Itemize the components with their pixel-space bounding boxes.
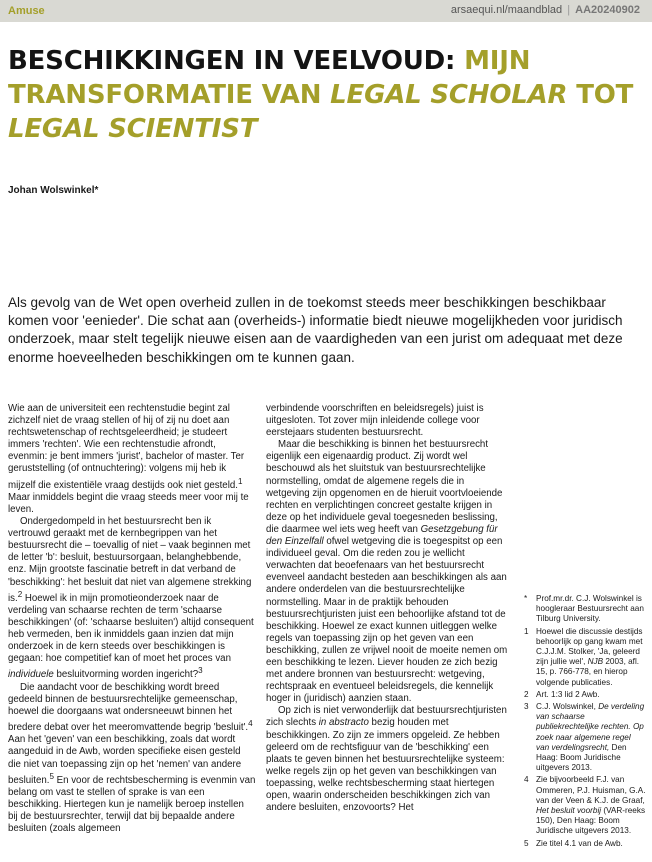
footnote-text-emphasis: NJB xyxy=(587,657,604,667)
footnote-ref-4: 4 xyxy=(248,719,253,729)
paragraph-3 xyxy=(8,682,256,836)
footnote xyxy=(524,775,646,836)
paragraph-6 xyxy=(266,705,510,814)
footnote-text-post: Den Haag: Boom Juridische uitgevers 2013. xyxy=(536,742,627,773)
footnote-text-emphasis: Het besluit voorbij xyxy=(536,806,602,816)
footnote xyxy=(524,702,646,773)
footnote xyxy=(524,690,646,700)
footnote xyxy=(524,839,646,849)
section-label: Amuse xyxy=(8,5,45,17)
header-meta xyxy=(451,4,640,16)
footnote-number: 2 xyxy=(524,689,529,699)
header-separator: | xyxy=(567,4,571,16)
header-bar xyxy=(0,0,652,22)
title-part-2-text: MIJN TRANSFORMATIE VAN xyxy=(8,46,531,110)
article-title xyxy=(8,44,638,146)
paragraph-2-text-a: Ondergedompeld in het bestuursrecht ben ik vertrouwd geraakt met de kernbegrippen van het bestuursrecht die – toevallig of niet – vaak beginnen met de letter 'b': besluit, bestuursorgaan, belanghebbende, enz. Mijn grootste fascinatie betreft in dat verband de 'beschikking': het besluit dat niet van algemene strekking is. xyxy=(8,516,252,604)
footnote-number: 1 xyxy=(524,626,529,636)
title-part-3: TOT xyxy=(567,80,634,110)
paragraph-5 xyxy=(266,439,510,705)
footnote xyxy=(524,594,646,625)
paragraph-2-text-b: Hoewel ik in mijn promotieonderzoek naar de verdeling van schaarse rechten de term 'schaarse beschikkingen' (of: 'schaarse besluiten') altijd consequent heb vermeden, ben ik inmiddels gaan inzien dat mijn onderzoek in de kern steeds over beschikkingen is gegaan: hoe competitief kan of moet het proces van xyxy=(8,592,254,665)
paragraph-6-text-b: bezig houden met beschikkingen. Zo zijn ze immers opgeleid. Ze hebben geleerd om de rechtsfiguur van de 'beschikking' een plaats te geven binnen het bestuursrechtelijke systeem: welke regels zijn op het geven van beschikkingen van toepassing, welke rechtsbescherming staat hiertegen open, waarin onderscheiden beschikkingen zich van andere besluiten, enzovoorts? Het xyxy=(266,717,505,814)
paragraph-2-emphasis: individuele xyxy=(8,669,54,681)
paragraph-5-text-b: ofwel wetgeving die is toegespitst op een individueel geval. Om die reden zou je wellicht verwachten dat beoefenaars van het bestuursrecht evenveel aandacht besteden aan beschikkingen als aan andere onderdelen van die bestuursrechtelijke normstelling. Maar in de praktijk behouden bestuursrechtjuristen juist een behoorlijke afstand tot de beschikking. Hoewel ze exact kunnen uitleggen welke regels van toepassing zijn op het geven van een beschikking, zullen ze vrijwel nooit de moeite nemen om een beschikking te lezen. Liever houden ze zich bezig met andere bronnen van bestuursrecht: wetgeving, rechtspraak en eventueel beleidsregels, die kennelijk hoger in (juridisch) aanzien staan. xyxy=(266,536,508,705)
paragraph-6-emphasis: in abstracto xyxy=(318,717,369,729)
footnote-text-pre: Hoewel die discussie destijds behoorlijk op gang kwam met C.J.J.M. Stolker, 'Ja, geleerd zijn jullie wel', xyxy=(536,626,643,667)
footnote-number: * xyxy=(524,594,528,603)
footnote-text: Zie titel 4.1 van de Awb. xyxy=(536,838,623,848)
paragraph-3-text-b: Aan het 'geven' van een beschikking, zoals dat wordt aangeduid in de Awb, worden specifieke eisen gesteld die niet van toepassing zijn op het 'nemen' van andere besluiten. xyxy=(8,734,242,786)
paragraph-5-emphasis: Gesetzgebung für den Einzelfall xyxy=(266,523,498,548)
lead-paragraph: Als gevolg van de Wet open overheid zullen in de toekomst steeds meer beschikkingen beschikbaar komen voor 'eenieder'. Die schat aan (overheids-) informatie biedt nieuwe mogelijkheden voor juridisch onderzoek, maar stelt tegelijk nieuwe eisen aan de vaardigheden van een jurist om adequaat met deze enorme hoeveelheden beschikkingen om te kunnen gaan. xyxy=(8,295,623,365)
footnote xyxy=(524,627,646,688)
footnote-text-pre: C.J. Wolswinkel, xyxy=(536,702,599,712)
footnotes xyxy=(524,594,646,851)
footnote-text xyxy=(536,775,646,836)
footnote-ref-2: 2 xyxy=(17,589,23,599)
footnote-ref-3: 3 xyxy=(198,666,203,676)
footnote-text-emphasis: De verdeling van schaarse publiekrechtelijke rechten. Op zoek naar algemene regel van verdelingsrecht, xyxy=(536,702,645,752)
author: Johan Wolswinkel* xyxy=(8,185,99,196)
paragraph-1-end: Maar inmiddels begint die vraag steeds meer voor mij te leven. xyxy=(8,491,249,515)
footnote-text-post: (VAR-reeks 150), Den Haag: Boom Juridische uitgevers 2013. xyxy=(536,806,646,836)
paragraph-1-text: Wie aan de universiteit een rechtenstudie begint zal zichzelf niet de vraag stellen of hij of zij nu doet aan rechtswetenschap of rechtsgeleerdheid; je studeert immers 'rechten'. Wie een rechtenstudie afrondt, evenmin: je bent immers 'jurist', bachelor of master. Ter geruststelling (of ontnuchtering): volgens mij heb ik mijzelf die existentiële vraag destijds ook niet gesteld. xyxy=(8,403,245,491)
paragraph-2-text-c: besluitvorming worden ingericht? xyxy=(53,669,199,681)
source-url: arsaequi.nl/maandblad xyxy=(450,4,563,16)
footnote-number: 5 xyxy=(524,838,529,848)
footnote-text xyxy=(536,702,646,773)
paragraph-3-text-a: Die aandacht voor de beschikking wordt breed gedeeld binnen de bestuursrechtelijke gemeenschap, hoewel die doorgaans wat ondersneeuwt binnen het bredere debat over het meeromvattende begrip 'besluit'. xyxy=(8,681,249,734)
paragraph-2 xyxy=(8,516,256,682)
footnote-text-post: 2003, afl. 15, p. 766-778, en hierop volgende publicaties. xyxy=(536,657,640,687)
footnote-ref-5: 5 xyxy=(49,771,54,781)
footnote-text: Prof.mr.dr. C.J. Wolswinkel is hoogleraar Bestuursrecht aan Tilburg University. xyxy=(536,594,644,624)
footnote-text xyxy=(536,627,646,688)
paragraph-5-text-a: Maar die beschikking is binnen het bestuursrecht eigenlijk een eigenaardig product. Zij wordt wel beschouwd als het sluitstuk van bestuursrechtelijke normstelling, omdat de algemene regels die in wetgeving zijn opgenomen en de hieruit voortvloeiende rechten en verplichtingen concreet gestalte krijgen in deze op het individuele geval toegesneden beslissing, die daarmee wel iets weg heeft van xyxy=(266,439,503,535)
paragraph-6-text-a: Op zich is niet verwonderlijk dat bestuursrechtjuristen zich slechts xyxy=(266,705,507,729)
paragraph-3-text-c: En voor de rechtsbescherming is evenmin van belang om vast te stellen of sprake is van een beschikking. Hiertegen kun je namelijk beroep instellen bij de bestuursrechter, terwijl dat bij bepaalde andere besluiten (zoals algemeen xyxy=(8,774,256,835)
title-em-2: LEGAL SCIENTIST xyxy=(8,114,258,144)
paragraph-4: verbindende voorschriften en beleidsregels) juist is uitgesloten. Tot zover mijn inleidende college voor eerstejaars studenten bestuursrecht. xyxy=(266,403,484,439)
title-em-1: LEGAL SCHOLAR xyxy=(330,80,568,110)
document-code: AA20240902 xyxy=(575,4,640,16)
paragraph-1 xyxy=(8,403,256,516)
footnote-number: 4 xyxy=(524,775,529,785)
body-column-1 xyxy=(8,403,256,835)
footnote-text: Art. 1:3 lid 2 Awb. xyxy=(536,689,600,699)
body-column-2 xyxy=(266,403,510,814)
footnote-text-pre: Zie bijvoorbeeld F.J. van Ommeren, P.J. Huisman, G.A. van der Veen & K.J. de Graaf, xyxy=(536,775,646,805)
title-part-1: BESCHIKKINGEN IN VEELVOUD: xyxy=(8,46,465,76)
footnote-number: 3 xyxy=(524,702,529,712)
footnote-ref-1: 1 xyxy=(237,476,243,486)
